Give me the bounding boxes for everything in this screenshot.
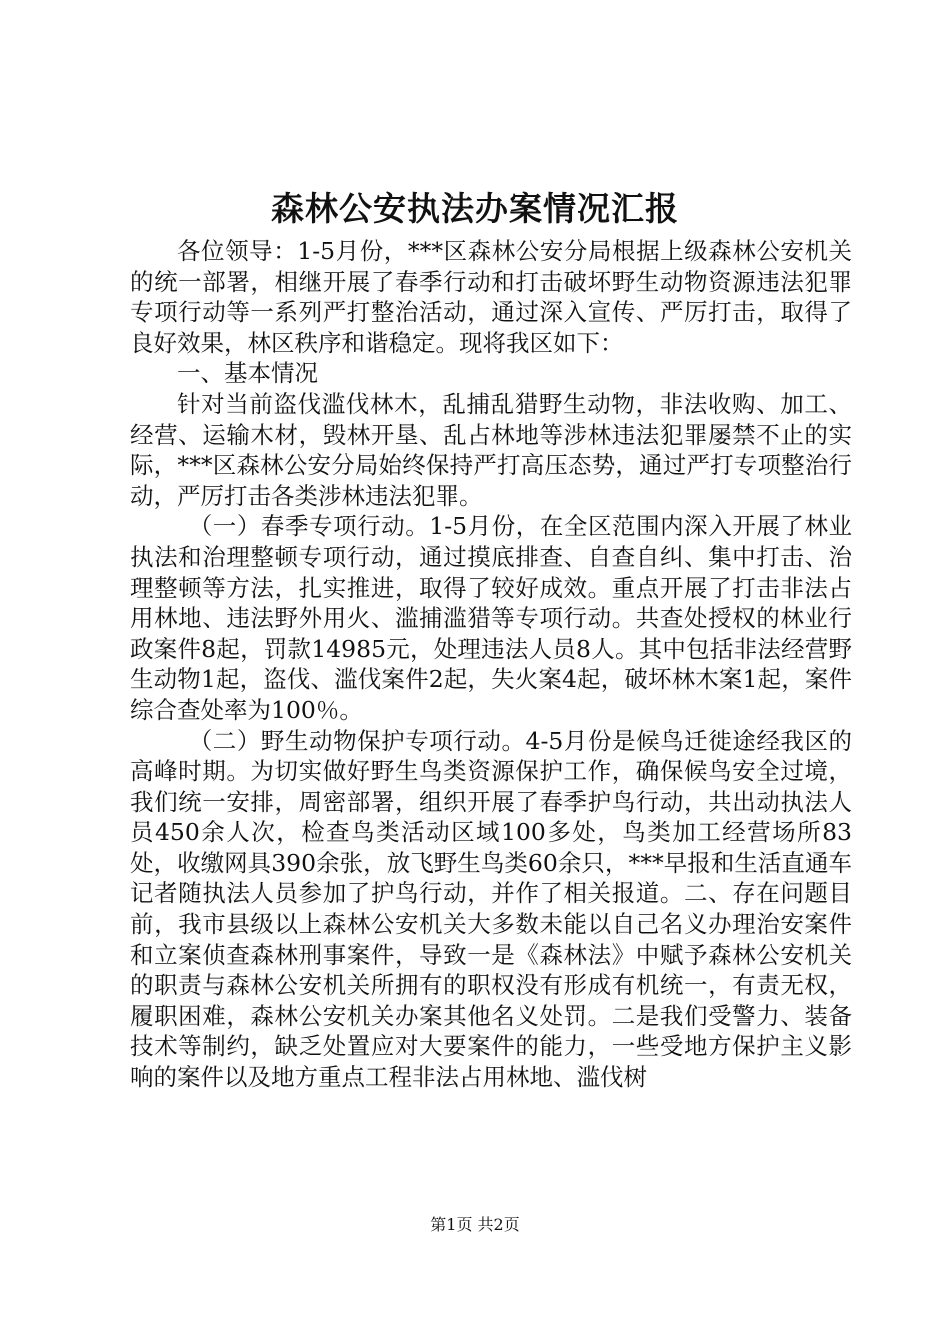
document-body <box>130 236 852 1093</box>
page-footer: 第1页 共2页 <box>430 1215 520 1234</box>
paragraph-overview: 针对当前盗伐滥伐林木，乱捕乱猎野生动物，非法收购、加工、经营、运输木材，毁林开垦、乱占林地等涉林违法犯罪屡禁不止的实际，***区森林公安分局始终保持严打高压态势，通过严打专项整治行动，严厉打击各类涉林违法犯罪。 <box>130 389 852 510</box>
paragraph-greeting: 各位领导：1-5月份，***区森林公安分局根据上级森林公安机关的统一部署，相继开展了春季行动和打击破坏野生动物资源违法犯罪专项行动等一系列严打整治活动，通过深入宣传、严厉打击，取得了良好效果，林区秩序和谐稳定。现将我区如下： <box>130 237 852 357</box>
document-title: 森林公安执法办案情况汇报 <box>271 189 679 228</box>
section-heading-basic-situation: 一、基本情况 <box>177 359 318 388</box>
paragraph-spring-campaign: （一）春季专项行动。1-5月份，在全区范围内深入开展了林业执法和治理整顿专项行动，通过摸底排查、自查自纠、集中打击、治理整顿等方法，扎实推进，取得了较好成效。重点开展了打击非法占用林地、违法野外用火、滥捕滥猎等专项行动。共查处授权的林业行政案件8起，罚款14985元，处理违法人员8人。其中包括非法经营野生动物1起，盗伐、滥伐案件2起，失火案4起，破坏林木案1起，案件综合查处率为100％。 <box>130 512 852 724</box>
paragraph-wildlife-protection: （二）野生动物保护专项行动。4-5月份是候鸟迁徙途经我区的高峰时期。为切实做好野生鸟类资源保护工作，确保候鸟安全过境，我们统一安排，周密部署，组织开展了春季护鸟行动，共出动执法人员450余人次，检查鸟类活动区域100多处，鸟类加工经营场所83处，收缴网具390余张，放飞野生鸟类60余只，***早报和生活直通车记者随执法人员参加了护鸟行动，并作了相关报道。二、存在问题目前，我市县级以上森林公安机关大多数未能以自己名义办理治安案件和立案侦查森林刑事案件，导致一是《森林法》中赋予森林公安机关的职责与森林公安机关所拥有的职权没有形成有机统一，有责无权，履职困难，森林公安机关办案其他名义处罚。二是我们受警力、装备技术等制约，缺乏处置应对大要案件的能力，一些受地方保护主义影响的案件以及地方重点工程非法占用林地、滥伐树 <box>130 726 852 1092</box>
